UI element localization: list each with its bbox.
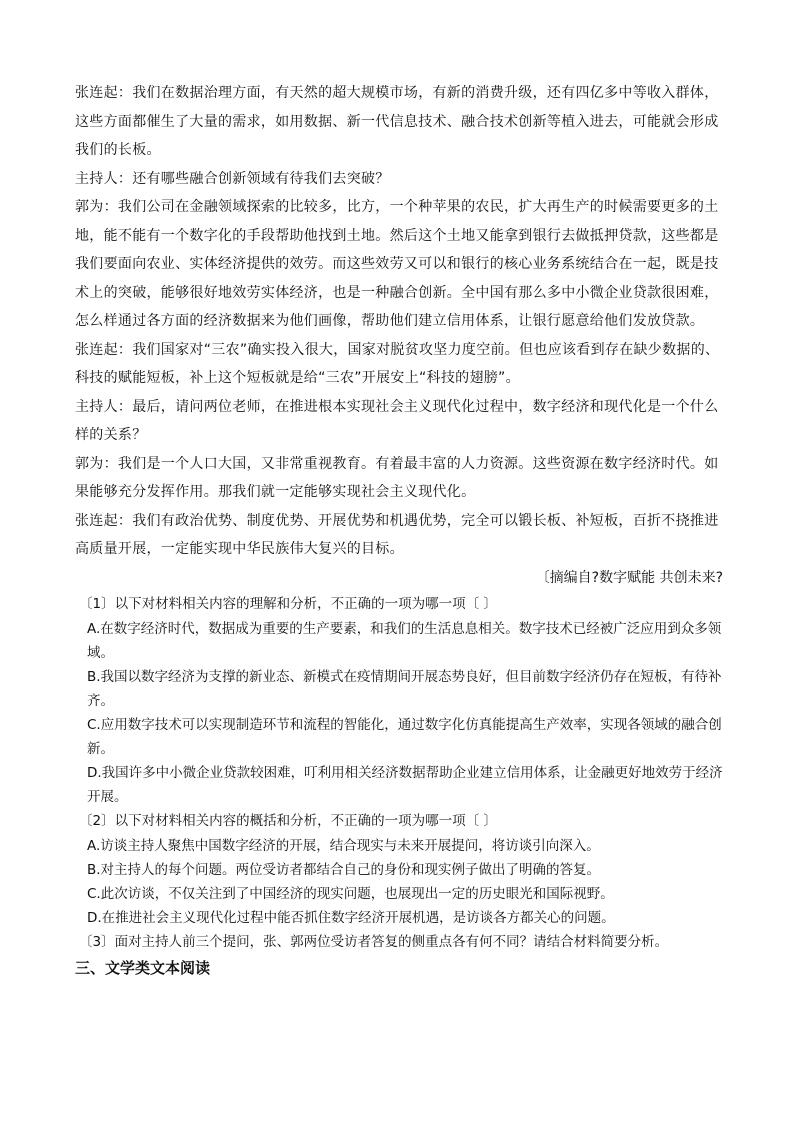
question-3-stem: 〔3〕面对主持人前三个提问，张、郭两位受访者答复的侧重点各有何不同？请结合材料简要分析。 xyxy=(79,933,669,950)
question-1-option-a: A.在数字经济时代，数据成为重要的生产要素，和我们的生活息息相关。数字技术已经被广泛应用到众多领域。 xyxy=(87,620,722,661)
question-1-option-d: D.我国许多中小微企业贷款较困难，叮利用相关经济数据帮助企业建立信用体系，让金融更好地效劳于经济开展。 xyxy=(87,764,723,805)
question-2-option-a: A.访谈主持人聚焦中国数字经济的开展，结合现实与未来开展提问，将访谈引向深入。 xyxy=(87,837,600,854)
paragraph-zhang-2: 张连起：我们国家对“三农”确实投入很大，国家对脱贫攻坚力度空前。但也应该看到存在缺少数据的、科技的赋能短板，补上这个短板就是给“三农”开展安上“科技的翅膀”。 xyxy=(75,341,720,386)
paragraph-guo-1: 郭为：我们公司在金融领域探索的比较多，比方，一个种苹果的农民，扩大再生产的时候需要更多的土地，能不能有一个数字化的手段帮助他找到土地。然后这个土地又能拿到银行去做抵押贷款，这些都是我们要面向农业、实体经济提供的效劳。而这些效劳又可以和银行的核心业务系统结合在一起，既是技术上的突破，能够很好地效劳实体经济，也是一种融合创新。全中国有那么多中小微企业贷款很困难，怎么样通过各方面的经济数据来为他们画像，帮助他们建立信用体系，让银行愿意给他们发放贷款。 xyxy=(75,199,719,329)
question-2-stem: 〔2〕以下对材料相关内容的概括和分析，不正确的一项为哪一项〔 〕 xyxy=(79,812,497,829)
question-1-option-c: C.应用数字技术可以实现制造环节和流程的智能化，通过数字化仿真能提高生产效率，实现各领域的融合创新。 xyxy=(87,716,722,757)
section-title: 三、文学类文本阅读 xyxy=(75,958,211,977)
paragraph-zhang-3: 张连起：我们有政治优势、制度优势、开展优势和机遇优势，完全可以锻长板、补短板，百折不挠推进高质量开展，一定能实现中华民族伟大复兴的目标。 xyxy=(75,512,719,557)
document-content xyxy=(75,79,723,981)
question-1-option-b: B.我国以数字经济为支撑的新业态、新模式在疫情期间开展态势良好，但目前数字经济仍存在短板，有待补齐。 xyxy=(87,668,722,709)
source-note: 〔摘编自?数字赋能 共创未来? xyxy=(535,569,723,586)
paragraph-host-1: 主持人：还有哪些融合创新领域有待我们去突破？ xyxy=(75,170,390,187)
paragraph-host-2: 主持人：最后，请问两位老师，在推进根本实现社会主义现代化过程中，数字经济和现代化是一个什么样的关系？ xyxy=(75,398,719,443)
question-2-option-c: C.此次访谈，不仅关注到了中国经济的现实问题，也展现出一定的历史眼光和国际视野。 xyxy=(87,885,614,902)
paragraph-guo-2: 郭为：我们是一个人口大国，又非常重视教育。有着最丰富的人力资源。这些资源在数字经济时代。如果能够充分发挥作用。那我们就一定能够实现社会主义现代化。 xyxy=(75,455,719,500)
question-2-option-b: B.对主持人的每个问题。两位受访者都结合自己的身份和现实例子做出了明确的答复。 xyxy=(87,861,601,878)
question-1-stem: 〔1〕以下对材料相关内容的理解和分析，不正确的一项为哪一项〔 〕 xyxy=(79,595,497,612)
paragraph-zhang-1: 张连起：我们在数据治理方面，有天然的超大规模市场，有新的消费升级，还有四亿多中等收入群体，这些方面都催生了大量的需求，如用数据、新一代信息技术、融合技术创新等植入进去，可能就会形成我们的长板。 xyxy=(75,85,719,158)
question-2-option-d: D.在推进社会主义现代化过程中能否抓住数字经济开展机遇，是访谈各方都关心的问题。 xyxy=(87,909,615,926)
